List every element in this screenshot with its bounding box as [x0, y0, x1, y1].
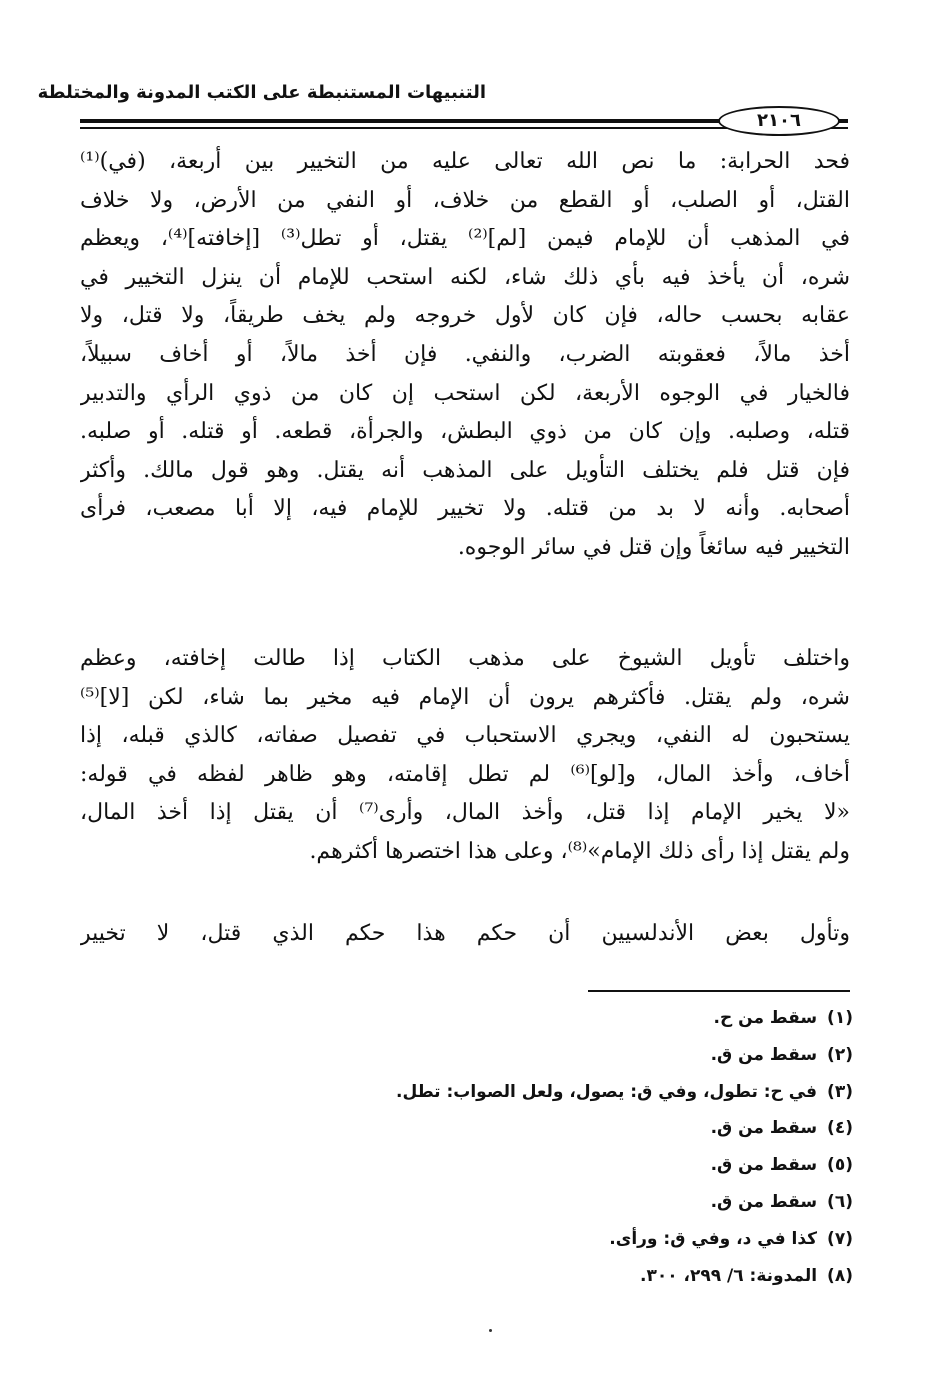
- footnote-item: [300, 1184, 853, 1221]
- footnote-text: سقط من ح.: [713, 1008, 818, 1028]
- paragraph-3: [80, 915, 850, 954]
- paragraph-2: [80, 640, 850, 872]
- footnote-text: سقط من ق.: [710, 1191, 818, 1212]
- paragraph-1: [80, 143, 850, 568]
- text-line: عقابه بحسب حاله، فإن كان لأول خروجه ولم يخف طريقاً، ولا قتل، ولا: [80, 303, 850, 329]
- footnote-number: (١): [827, 1008, 853, 1028]
- text-line: أخذ مالاً، فعقوبته الضرب، والنفي. فإن أخذ مالاً، أو أخاف سبيلاً،: [80, 341, 850, 367]
- footnote-number: (٤): [827, 1118, 853, 1139]
- running-title: التنبيهات المستنبطة على الكتب المدونة والمختلطة: [37, 82, 486, 103]
- footnote-number: (٦): [827, 1191, 853, 1212]
- text-line: ولم يقتل إذا رأى ذلك الإمام»⁽⁸⁾، وعلى هذا اختصرها أكثرهم.: [309, 838, 850, 864]
- footnote-item: [300, 1000, 853, 1037]
- text-line: أخاف، وأخذ المال، و[لو]⁽⁶⁾ لم تطل إقامته، وهو ظاهر لفظه في قوله:: [80, 761, 850, 787]
- footnote-text: سقط من ق.: [710, 1044, 818, 1065]
- text-line: فالخيار في الوجوه الأربعة، لكن استحب إن كان من ذوي الرأي والتدبير: [80, 380, 850, 406]
- footnote-item: [300, 1074, 853, 1111]
- footnote-item: [300, 1110, 853, 1147]
- footnote-item: [300, 1258, 853, 1295]
- footnote-text: سقط من ق.: [710, 1118, 818, 1139]
- footnote-number: (٨): [827, 1265, 853, 1286]
- text-line: شره، أن يأخذ فيه بأي ذلك شاء، لكنه استحب للإمام أن ينزل التخيير في: [80, 264, 850, 290]
- footnotes: [300, 1000, 853, 1294]
- text-line: واختلف تأويل الشيوخ على مذهب الكتاب إذا طالت إخافته، وعظم: [80, 646, 850, 671]
- footnote-item: [300, 1221, 853, 1258]
- footnote-text: في ح: تطول، وفي ق: يصول، ولعل الصواب: تطل.: [395, 1081, 818, 1102]
- text-line: القتل، أو الصلب، أو القطع من خلاف، أو النفي من الأرض، ولا خلاف: [80, 187, 850, 213]
- footnote-number: (٥): [827, 1155, 853, 1176]
- text-line: يستحبون له النفي، ويجري الاستحباب في تفصيل صفاته، كالذي قبله، إذا: [80, 723, 850, 749]
- text-line: فإن قتل فلم يختلف التأويل على المذهب أنه يقتل. وهو قول مالك. وأكثر: [80, 457, 850, 483]
- footnote-text: سقط من ق.: [710, 1155, 818, 1176]
- footnote-number: (٧): [827, 1228, 853, 1249]
- text-line: شره، ولم يقتل. فأكثرهم يرون أن الإمام فيه مخير بما شاء، لكن [لا]⁽⁵⁾: [80, 684, 850, 710]
- text-line: أصحابه. وأنه لا بد من قتله. ولا تخيير للإمام فيه، إلا أبا مصعب، فرأى: [80, 496, 850, 522]
- text-line: وتأول بعض الأندلسيين أن حكم هذا حكم الذي قتل، لا تخيير: [80, 921, 850, 946]
- page-number: ٢١٠٦: [718, 106, 840, 136]
- text-line: قتله، وصلبه. وإن كان من ذوي البطش، والجرأة، قطعه. أو قتله. أو صلبه.: [80, 419, 850, 445]
- footnote-item: [300, 1147, 853, 1184]
- page-speck: [489, 1329, 492, 1332]
- text-line: فحد الحرابة: ما نص الله تعالى عليه من التخيير بين أربعة، (في)⁽¹⁾: [80, 149, 850, 174]
- text-line: التخيير فيه سائغاً وإن قتل في سائر الوجوه.: [457, 534, 850, 560]
- footnote-number: (٢): [827, 1044, 853, 1065]
- footnote-text: كذا في د، وفي ق: ورأى.: [609, 1228, 818, 1249]
- text-line: في المذهب أن للإمام فيمن [لم]⁽²⁾ يقتل، أو تطل⁽³⁾ [إخافته]⁽⁴⁾، ويعظم: [80, 226, 850, 252]
- footnote-text: المدونة: ٦/ ٢٩٩، ٣٠٠.: [639, 1265, 818, 1286]
- footnote-number: (٣): [827, 1081, 853, 1102]
- text-line: «لا يخير الإمام إذا قتل، وأخذ المال، وأرى⁽⁷⁾ أن يقتل إذا أخذ المال،: [80, 800, 850, 826]
- footnote-item: [300, 1037, 853, 1074]
- footnote-separator: [588, 990, 850, 992]
